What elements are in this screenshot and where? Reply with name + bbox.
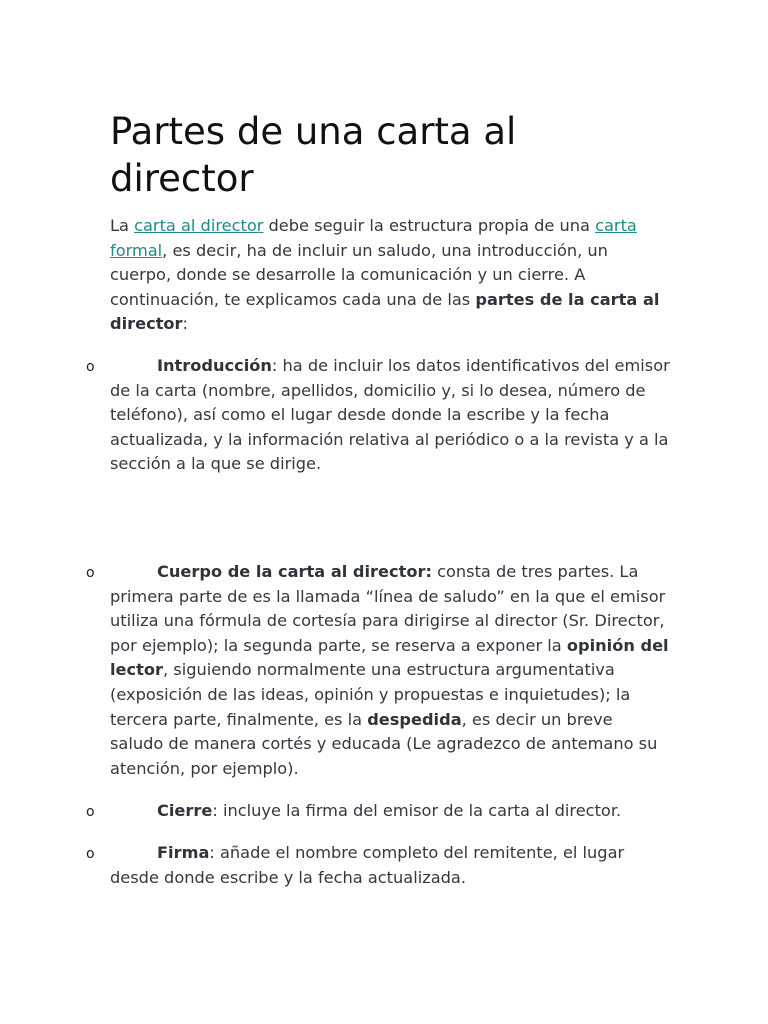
- page-title: Partes de una carta al director: [110, 110, 517, 200]
- intro-text-1: La: [110, 216, 135, 235]
- intro-paragraph: [110, 214, 670, 337]
- bullet-icon: o: [86, 565, 95, 581]
- item-body: : incluye la firma del emisor de la carta al director.: [212, 801, 622, 820]
- list-item-text: [110, 841, 670, 890]
- item-body-1: consta de tres partes. La primera parte de es la llamada “línea de saludo” en la que el emisor utiliza una fórmula de cortesía para dirigirse al director (Sr. Director, por ejemplo); la segunda parte, se reserva a exponer la: [110, 562, 666, 655]
- list-item-text: [110, 354, 670, 477]
- intro-text-4: :: [182, 314, 189, 334]
- bullet-icon: o: [86, 804, 95, 820]
- item-body-3: , es decir un breve saludo de manera cortés y educada (Le agradezco de antemano su atención, por ejemplo).: [110, 709, 658, 778]
- list-item-text: [110, 799, 670, 824]
- item-heading: Cierre: [157, 801, 213, 820]
- bullet-icon: o: [86, 846, 95, 862]
- intro-text-3: , es decir, ha de incluir un saludo, una introducción, un cuerpo, donde se desarrolle la comunicación y un cierre. A continuación, te explicamos cada una de las: [110, 240, 608, 309]
- bullet-icon: o: [86, 359, 95, 375]
- item-bold-despedida: despedida: [367, 709, 462, 729]
- intro-text-2: debe seguir la estructura propia de una: [263, 216, 596, 235]
- intro-bold: partes de la carta al director: [110, 289, 660, 334]
- item-body-2: , siguiendo normalmente una estructura argumentativa (exposición de las ideas, opinión y propuestas e inquietudes); la tercera parte, finalmente, es la: [110, 660, 631, 729]
- list-item-text: [110, 560, 670, 781]
- item-bold-opinion: opinión del lector: [110, 635, 669, 680]
- item-heading: Cuerpo de la carta al director:: [157, 562, 432, 581]
- item-heading: Firma: [157, 843, 210, 862]
- carta-al-director-link[interactable]: carta al director: [134, 216, 264, 235]
- carta-formal-link[interactable]: carta formal: [110, 216, 637, 260]
- item-body: : ha de incluir los datos identificativos del emisor de la carta (nombre, apellidos, domicilio y, si lo desea, número de teléfono), así como el lugar desde donde la escribe y la fecha actualizada, y la información relativa al periódico o a la revista y a la sección a la que se dirige.: [110, 356, 670, 474]
- item-heading: Introducción: [157, 356, 272, 375]
- item-body: : añade el nombre completo del remitente, el lugar desde donde escribe y la fecha actualizada.: [110, 843, 625, 887]
